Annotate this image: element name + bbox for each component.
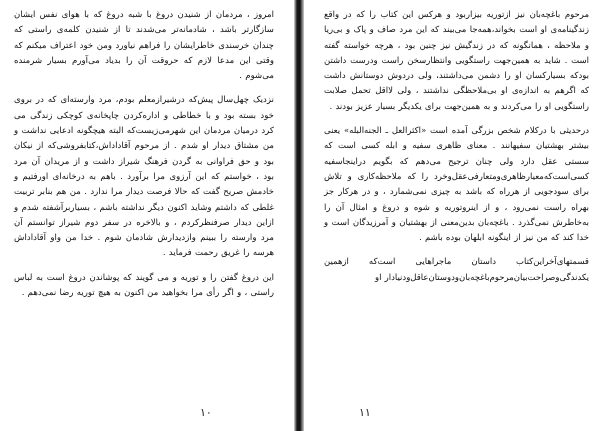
page-number: ۱۱ [359,406,371,419]
right-page [304,0,603,431]
left-page [0,0,294,431]
paragraph: مرحوم باغچه‌بان نیز ازتوریه بیزاربود و هرکس این کتاب را که در واقع زندگینامه‌ی او است بخواند،همه‌جا می‌بیند که این مرد صاف و پاک و بی‌ریا و ملاحظه ، همانگونه که در زندگیش نیز چنین بود ، هرچه خواسته گفته است . شاید به همین‌جهت راستگویی وانتظارسخن راست ودرست داشتن بودکه بسیارکسان او را دشمن می‌داشتند، ولی دردوش دوستانش داشت که اگرهم به اندازه‌ی او بی‌ملاحظگی نداشتند ، ولی لااقل تحمل صلابت راستگویی او را می‌کردند و به همین‌جهت برای یکدیگر بسیار عزیز بودند . [324,10,589,112]
paragraph: قسمتهای‌آخراین‌کتاب داستان ماجراهایی است‌که ازهمین یکدندگی‌وصراحت‌بیان‌مرحوم‌باغچه‌بان‌ودوستان‌عاقل‌ودنیادار او [324,257,589,283]
book-spine [294,0,304,431]
page-number: ۱۰ [200,406,212,419]
paragraph: درحدیثی با درکلام شخص بزرگی آمده است «اکثرالعل ـ الجنه‌البله» یعنی بیشتر بهشتیان سفیهانند . معنای ظاهری سفیه و ابله کسی است که سستی عقل دارد ولی چنان ترجیح می‌دهم که بگویم دراینجاسفیه کسی‌است‌که‌معیارظاهری‌ومتعارفی‌عقل‌وخرد را که ملاحظه‌کاری و تلاش برای سودجویی از هرراه که باشد به چیزی نمی‌شمارد ، و در هرکار جز بهراه راست نمی‌رود ، و از اینروتوریه و شوه و دروغ و امثال آن را به‌خاطرش نمی‌گذرد . باغچه‌بان بدین‌معنی از بهشتیان و آمرزیدگان است و خدا کند که من نیز از اینگونه ابلهان بوده باشم . [324,126,589,244]
paragraph: نزدیک چهل‌سال پیش‌که درشیرازمعلم بودم، مرد وارسته‌ای که در بروی خود بسته بود و با خطاطی و اداره‌کردن چاپخانه‌ی کوچکی زندگی می کرد درمیان مردمان این شهرمی‌زیست‌که البته هیچگونه ادعایی نداشت و من مشتاق دیدار او شدم . از مرحوم آقاداداش،کتابفروشی‌که از نیکان بود و حق فراوانی به گردن فرهنگ شیراز داشت و از مریدان آن مرد بود ، خواستم که این آرزوی مرا برآورد . باهم به درخانه‌ای اورفتیم و خادمش صریح گفت که حالا فرصت دیدار مرا ندارد . من هم بنابر تربیت غلطی که داشتم وشاید اکنون دیگر نداشته باشم ، بسیاربرآشفته شدم و ازاین دیدار صرفنظرکردم ، و بالاخره در سفر دوم شیراز توانستم آن مرد وارسته را ببینم وازدیدارش شادمان شوم . خدا من واو آقاداداش هرسه را غریق رحمت فرماید . [14,95,274,259]
paragraph: این دروغ گفتن را و توریه و می گویند که پوشاندن دروغ است به لباس راستی ، و اگر رأی مرا بخواهید من اکنون به هیچ توریه رضا نمی‌دهم . [14,272,274,299]
paragraph: امروز ، مردمان از شنیدن دروغ با شبه دروغ که با هوای نفس ایشان سازگارتر باشد ، شادمانه‌تر می‌شدند تا از شنیدن کلمه‌ی راستی که چندان خرسندی خاطرایشان را فراهم نیاورد ومن خود اعتراف میکنم که وقتی این مدعا لازم که حروقت آن را بدیاد می‌آورم بسیار شرمنده می‌شوم . [14,10,274,82]
